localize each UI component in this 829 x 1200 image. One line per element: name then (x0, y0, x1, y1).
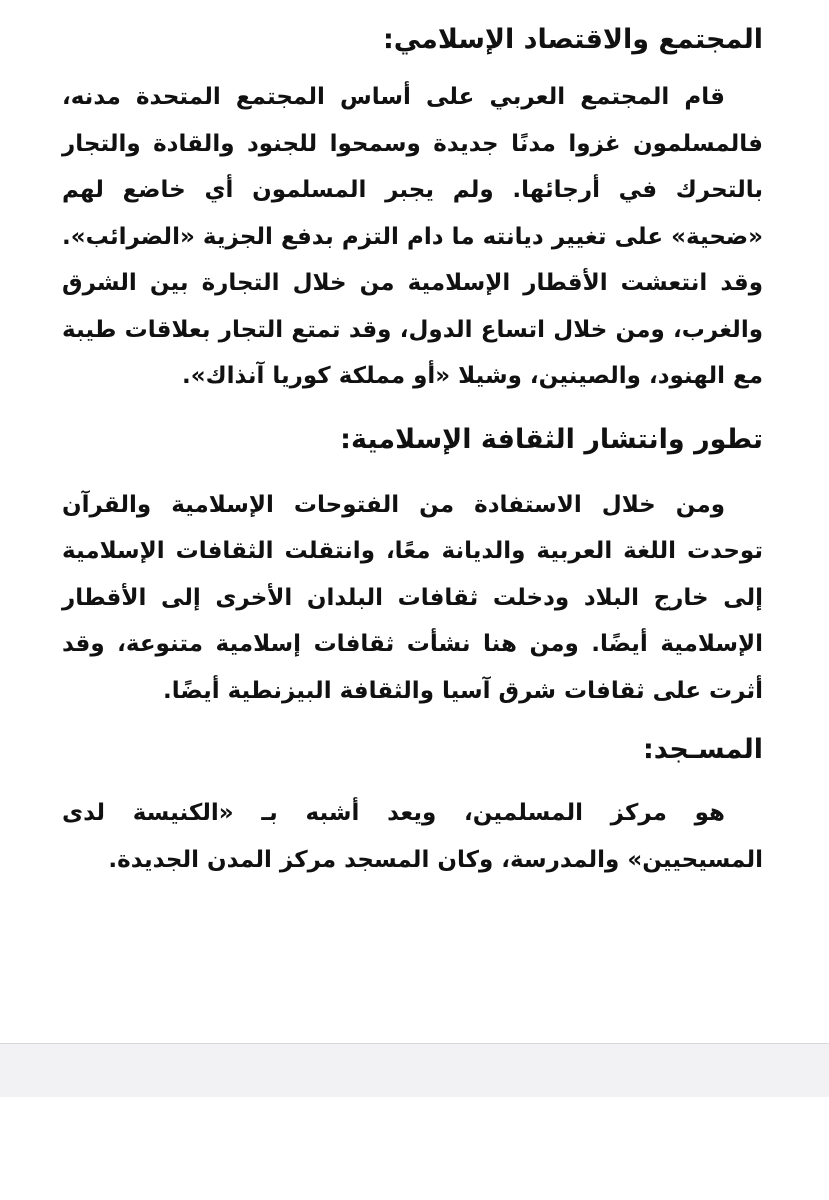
section-body-mosque: هو مركز المسلمين، ويعد أشبه بـ «الكنيسة لدى المسيحيين» والمدرسة، وكان المسجد مركز المدن الجديدة. (62, 800, 763, 873)
section-body-culture: ومن خلال الاستفادة من الفتوحات الإسلامية والقرآن توحدت اللغة العربية والديانة معًا، وانتقلت الثقافات الإسلامية إلى خارج البلاد ودخلت ثقافات البلدان الأخرى إلى الأقطار الإسلامية أيضًا. ومن هنا نشأت ثقافات إسلامية متنوعة، وقد أثرت على ثقافات شرق آسيا والثقافة البيزنطية أيضًا. (62, 491, 763, 704)
bottom-bar (0, 1044, 829, 1097)
section-body-economy: قام المجتمع العربي على أساس المجتمع المتحدة مدنه، فالمسلمون غزوا مدنًا جديدة وسمحوا للجنود والقادة والتجار بالتحرك في أرجائها. ولم يجبر المسلمون أي خاضع لهم «ضحية» على تغيير ديانته ما دام التزم بدفع الجزية «الضرائب». وقد انتعشت الأقطار الإسلامية من خلال التجارة بين الشرق والغرب، ومن خلال اتساع الدول، وقد تمتع التجار بعلاقات طيبة مع الهنود، والصينين، وشيلا «أو مملكة كوريا آنذاك». (62, 84, 763, 389)
section-heading-mosque: المسـجد: (642, 734, 763, 765)
section-heading-economy: المجتمع والاقتصاد الإسلامي: (382, 24, 763, 55)
bottom-area (0, 1097, 829, 1200)
section-heading-culture: تطور وانتشار الثقافة الإسلامية: (340, 423, 763, 455)
